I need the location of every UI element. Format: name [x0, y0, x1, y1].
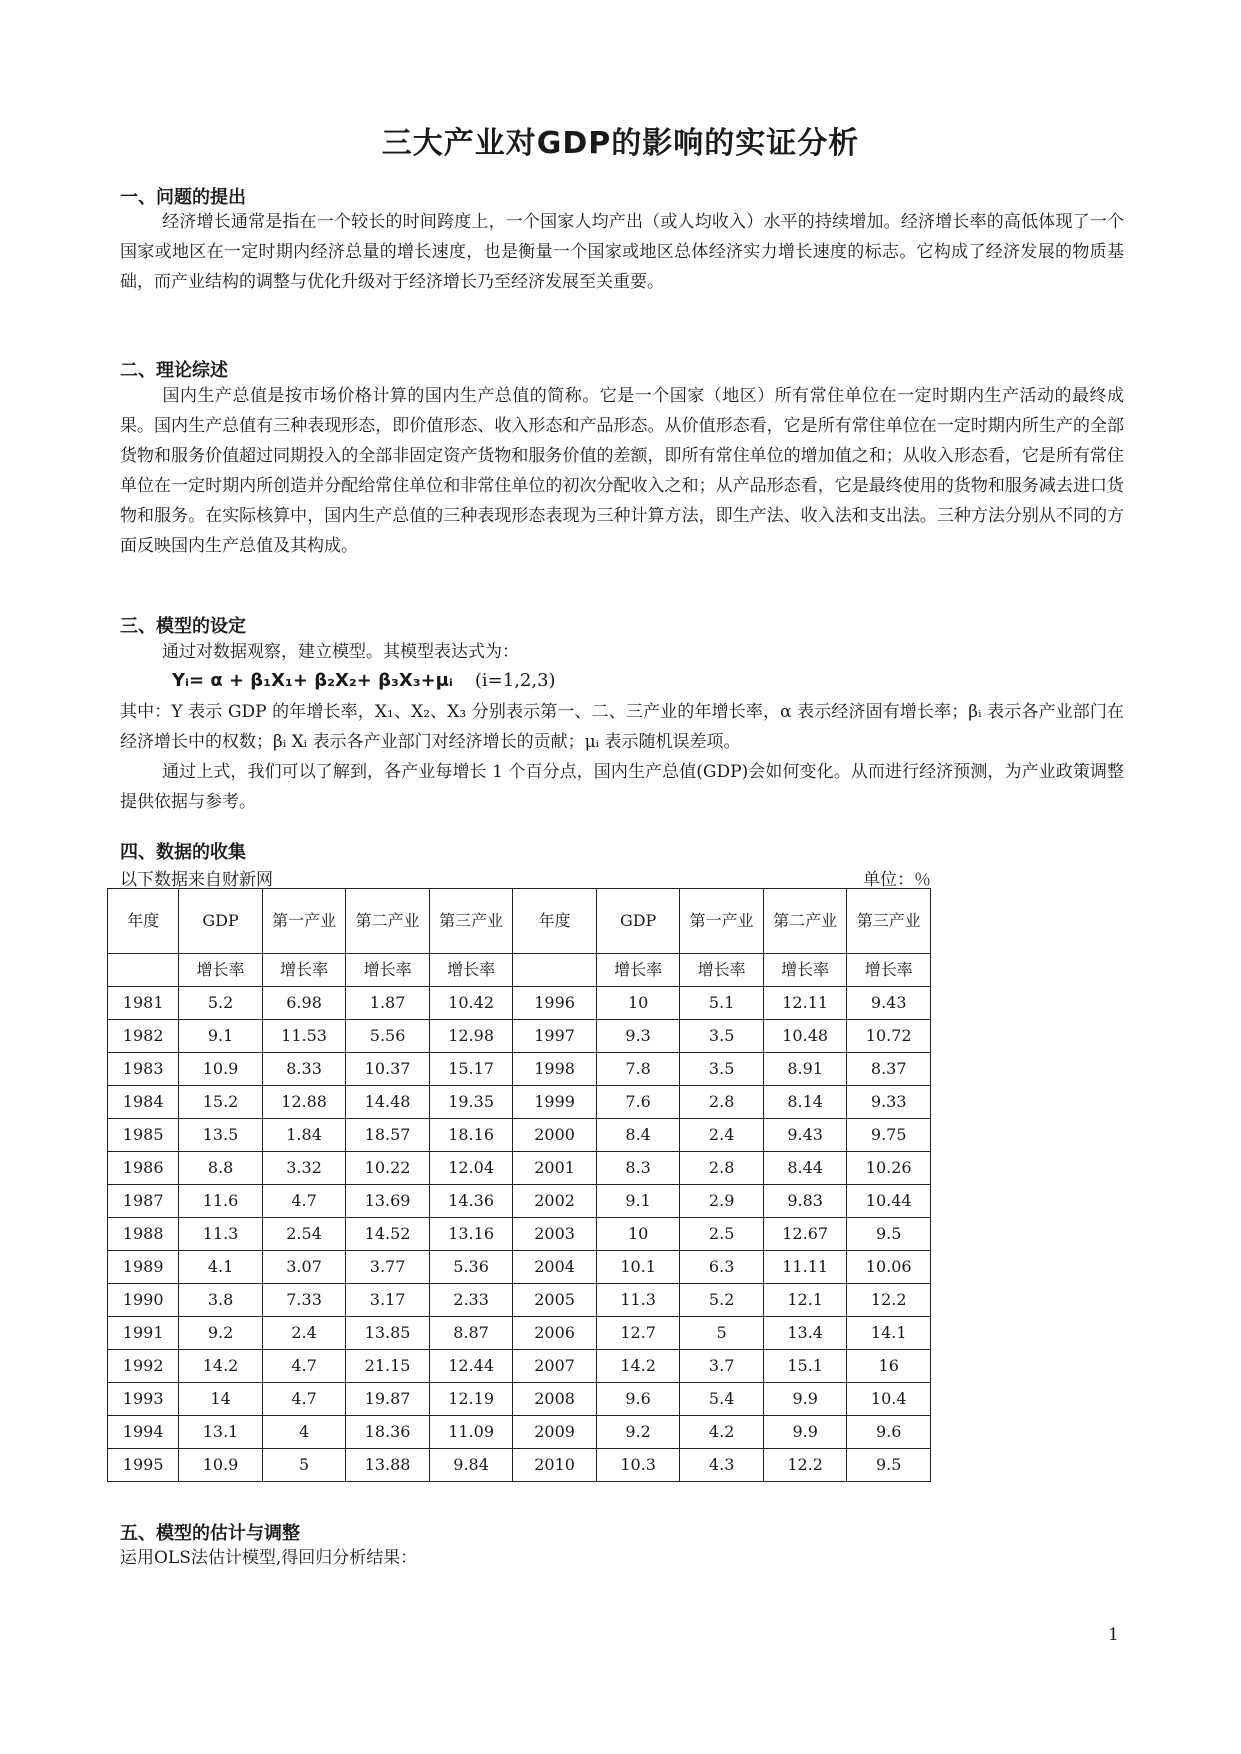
table-cell: 2.4 — [680, 1119, 764, 1152]
table-row — [108, 1383, 931, 1416]
table-cell: 12.04 — [429, 1152, 513, 1185]
table-cell: 15.1 — [763, 1350, 847, 1383]
table-cell: 8.14 — [763, 1086, 847, 1119]
table-cell: 10 — [596, 987, 680, 1020]
section-1-text: 经济增长通常是指在一个较长的时间跨度上，一个国家人均产出（或人均收入）水平的持续增加。经济增长率的高低体现了一个国家或地区在一定时期内经济总量的增长速度，也是衡量一个国家或地区总体经济实力增长速度的标志。它构成了经济发展的物质基础，而产业结构的调整与优化升级对于经济增长乃至经济发展至关重要。 — [120, 212, 1124, 292]
table-cell: 1981 — [108, 987, 179, 1020]
table-cell: 10.9 — [179, 1449, 263, 1482]
page-number: 1 — [1108, 1625, 1119, 1645]
table-cell: 12.88 — [262, 1086, 346, 1119]
section-heading-4: 四、数据的收集 — [120, 842, 246, 863]
table-cell: 10 — [596, 1218, 680, 1251]
table-subheader-cell: 增长率 — [596, 954, 680, 987]
table-cell: 8.8 — [179, 1152, 263, 1185]
table-cell: 2.33 — [429, 1284, 513, 1317]
table-cell: 9.5 — [847, 1218, 931, 1251]
table-cell: 8.37 — [847, 1053, 931, 1086]
table-cell: 3.07 — [262, 1251, 346, 1284]
table-row — [108, 1284, 931, 1317]
section-heading-1: 一、问题的提出 — [120, 187, 246, 208]
table-cell: 9.2 — [179, 1317, 263, 1350]
table-cell: 2007 — [513, 1350, 597, 1383]
table-cell: 3.8 — [179, 1284, 263, 1317]
table-cell: 9.6 — [596, 1383, 680, 1416]
table-cell: 14.1 — [847, 1317, 931, 1350]
table-cell: 2.54 — [262, 1218, 346, 1251]
section-heading-5: 五、模型的估计与调整 — [120, 1523, 300, 1544]
table-cell: 1.84 — [262, 1119, 346, 1152]
table-cell: 4.3 — [680, 1449, 764, 1482]
table-cell: 2009 — [513, 1416, 597, 1449]
table-cell: 13.5 — [179, 1119, 263, 1152]
table-cell: 9.83 — [763, 1185, 847, 1218]
table-cell: 12.44 — [429, 1350, 513, 1383]
table-header-cell: 第二产业 — [346, 889, 430, 954]
table-cell: 7.8 — [596, 1053, 680, 1086]
table-header-cell: 第一产业 — [262, 889, 346, 954]
table-subheader-row — [108, 954, 931, 987]
table-cell: 4.2 — [680, 1416, 764, 1449]
table-cell: 10.72 — [847, 1020, 931, 1053]
table-header-cell: GDP — [596, 889, 680, 954]
table-cell: 1990 — [108, 1284, 179, 1317]
table-subheader-cell: 增长率 — [346, 954, 430, 987]
section-3-conclusion — [120, 757, 1124, 817]
table-cell: 2010 — [513, 1449, 597, 1482]
table-cell: 10.26 — [847, 1152, 931, 1185]
table-cell: 2004 — [513, 1251, 597, 1284]
table-cell: 21.15 — [346, 1350, 430, 1383]
table-cell: 11.53 — [262, 1020, 346, 1053]
table-cell: 12.67 — [763, 1218, 847, 1251]
table-row — [108, 1119, 931, 1152]
table-row — [108, 1350, 931, 1383]
section-3-conclusion-text: 通过上式，我们可以了解到，各产业每增长 1 个百分点，国内生产总值(GDP)会如何变化。从而进行经济预测，为产业政策调整提供依据与参考。 — [120, 762, 1124, 812]
table-cell: 9.9 — [763, 1416, 847, 1449]
table-cell: 9.1 — [179, 1020, 263, 1053]
table-cell: 1996 — [513, 987, 597, 1020]
table-cell: 2005 — [513, 1284, 597, 1317]
table-cell: 3.32 — [262, 1152, 346, 1185]
table-cell: 9.6 — [847, 1416, 931, 1449]
table-cell: 5 — [680, 1317, 764, 1350]
table-cell: 10.3 — [596, 1449, 680, 1482]
table-cell: 1994 — [108, 1416, 179, 1449]
table-cell: 1985 — [108, 1119, 179, 1152]
section-1-paragraph — [120, 207, 1124, 297]
table-cell: 1986 — [108, 1152, 179, 1185]
table-cell: 2.8 — [680, 1152, 764, 1185]
section-2-text: 国内生产总值是按市场价格计算的国内生产总值的简称。它是一个国家（地区）所有常住单位在一定时期内生产活动的最终成果。国内生产总值有三种表现形态，即价值形态、收入形态和产品形态。从价值形态看，它是所有常住单位在一定时期内所生产的全部货物和服务价值超过同期投入的全部非固定资产货物和服务价值的差额，即所有常住单位的增加值之和；从收入形态看，它是所有常住单位在一定时期内所创造并分配给常住单位和非常住单位的初次分配收入之和；从产品形态看，它是最终使用的货物和服务减去进口货物和服务。在实际核算中，国内生产总值的三种表现形态表现为三种计算方法，即生产法、收入法和支出法。三种方法分别从不同的方面反映国内生产总值及其构成。 — [120, 386, 1124, 556]
table-cell: 8.33 — [262, 1053, 346, 1086]
table-cell: 1983 — [108, 1053, 179, 1086]
table-cell: 2002 — [513, 1185, 597, 1218]
table-cell: 9.43 — [763, 1119, 847, 1152]
table-subheader-cell — [513, 954, 597, 987]
table-cell: 11.11 — [763, 1251, 847, 1284]
table-cell: 12.98 — [429, 1020, 513, 1053]
table-cell: 1995 — [108, 1449, 179, 1482]
table-cell: 1997 — [513, 1020, 597, 1053]
table-cell: 9.3 — [596, 1020, 680, 1053]
section-heading-2: 二、理论综述 — [120, 360, 228, 381]
table-cell: 15.17 — [429, 1053, 513, 1086]
table-cell: 9.5 — [847, 1449, 931, 1482]
table-cell: 10.37 — [346, 1053, 430, 1086]
section-3-intro — [120, 637, 1124, 667]
table-cell: 15.2 — [179, 1086, 263, 1119]
table-cell: 1993 — [108, 1383, 179, 1416]
growth-rate-table — [107, 888, 931, 1482]
table-cell: 11.09 — [429, 1416, 513, 1449]
table-cell: 13.88 — [346, 1449, 430, 1482]
section-5-text: 运用OLS法估计模型,得回归分析结果： — [120, 1548, 418, 1568]
table-row — [108, 1416, 931, 1449]
table-cell: 2001 — [513, 1152, 597, 1185]
table-header-cell: 年度 — [108, 889, 179, 954]
table-cell: 3.5 — [680, 1020, 764, 1053]
table-cell: 13.1 — [179, 1416, 263, 1449]
table-row — [108, 1317, 931, 1350]
table-cell: 4.7 — [262, 1383, 346, 1416]
table-row — [108, 1251, 931, 1284]
section-heading-3: 三、模型的设定 — [120, 616, 246, 637]
table-cell: 5.2 — [179, 987, 263, 1020]
table-row — [108, 1449, 931, 1482]
table-cell: 19.87 — [346, 1383, 430, 1416]
table-cell: 1999 — [513, 1086, 597, 1119]
table-cell: 12.11 — [763, 987, 847, 1020]
table-cell: 14.36 — [429, 1185, 513, 1218]
table-cell: 6.3 — [680, 1251, 764, 1284]
table-cell: 1984 — [108, 1086, 179, 1119]
table-row — [108, 1185, 931, 1218]
table-row — [108, 1053, 931, 1086]
table-cell: 14.2 — [179, 1350, 263, 1383]
table-cell: 2.5 — [680, 1218, 764, 1251]
table-cell: 14.48 — [346, 1086, 430, 1119]
table-cell: 9.2 — [596, 1416, 680, 1449]
table-subheader-cell: 增长率 — [179, 954, 263, 987]
table-subheader-cell: 增长率 — [429, 954, 513, 987]
table-cell: 2000 — [513, 1119, 597, 1152]
table-cell: 1992 — [108, 1350, 179, 1383]
table-cell: 1989 — [108, 1251, 179, 1284]
table-cell: 4.1 — [179, 1251, 263, 1284]
table-cell: 13.4 — [763, 1317, 847, 1350]
section-2-paragraph — [120, 381, 1124, 561]
table-cell: 3.77 — [346, 1251, 430, 1284]
table-cell: 1988 — [108, 1218, 179, 1251]
table-cell: 9.1 — [596, 1185, 680, 1218]
table-cell: 14.2 — [596, 1350, 680, 1383]
table-cell: 9.33 — [847, 1086, 931, 1119]
table-cell: 10.42 — [429, 987, 513, 1020]
table-header-cell: 第二产业 — [763, 889, 847, 954]
table-row — [108, 987, 931, 1020]
table-cell: 13.16 — [429, 1218, 513, 1251]
table-subheader-cell: 增长率 — [847, 954, 931, 987]
table-cell: 12.2 — [847, 1284, 931, 1317]
table-cell: 4.7 — [262, 1185, 346, 1218]
table-cell: 7.6 — [596, 1086, 680, 1119]
table-header-cell: 第三产业 — [429, 889, 513, 954]
table-cell: 8.3 — [596, 1152, 680, 1185]
table-cell: 3.17 — [346, 1284, 430, 1317]
table-header-cell: 年度 — [513, 889, 597, 954]
table-cell: 1991 — [108, 1317, 179, 1350]
table-cell: 9.75 — [847, 1119, 931, 1152]
table-cell: 1987 — [108, 1185, 179, 1218]
table-cell: 6.98 — [262, 987, 346, 1020]
table-cell: 5.36 — [429, 1251, 513, 1284]
table-cell: 4 — [262, 1416, 346, 1449]
table-cell: 10.9 — [179, 1053, 263, 1086]
table-row — [108, 1218, 931, 1251]
table-cell: 7.33 — [262, 1284, 346, 1317]
table-cell: 3.5 — [680, 1053, 764, 1086]
table-cell: 11.3 — [179, 1218, 263, 1251]
table-cell: 9.84 — [429, 1449, 513, 1482]
table-row — [108, 1086, 931, 1119]
table-cell: 11.6 — [179, 1185, 263, 1218]
table-subheader-cell: 增长率 — [262, 954, 346, 987]
table-cell: 18.16 — [429, 1119, 513, 1152]
table-cell: 12.7 — [596, 1317, 680, 1350]
table-subheader-cell — [108, 954, 179, 987]
table-cell: 5.56 — [346, 1020, 430, 1053]
data-source-note: 以下数据来自财新网 — [120, 870, 273, 890]
table-cell: 1982 — [108, 1020, 179, 1053]
table-row — [108, 1020, 931, 1053]
table-cell: 10.48 — [763, 1020, 847, 1053]
table-header-cell: GDP — [179, 889, 263, 954]
table-cell: 9.9 — [763, 1383, 847, 1416]
table-cell: 18.57 — [346, 1119, 430, 1152]
table-header-cell: 第一产业 — [680, 889, 764, 954]
table-cell: 16 — [847, 1350, 931, 1383]
table-cell: 9.43 — [847, 987, 931, 1020]
table-header-cell: 第三产业 — [847, 889, 931, 954]
formula-expression: Yᵢ= α + β₁X₁+ β₂X₂+ β₃X₃+μᵢ — [172, 670, 453, 691]
table-cell: 2003 — [513, 1218, 597, 1251]
table-cell: 13.85 — [346, 1317, 430, 1350]
table-cell: 4.7 — [262, 1350, 346, 1383]
table-cell: 2.4 — [262, 1317, 346, 1350]
table-cell: 5.4 — [680, 1383, 764, 1416]
section-3-explain: 其中：Y 表示 GDP 的年增长率，X₁、X₂、X₃ 分别表示第一、二、三产业的年增长率，α 表示经济固有增长率；βᵢ 表示各产业部门在经济增长中的权数；βᵢ Xᵢ 表示各产业部门对经济增长的贡献；μᵢ 表示随机误差项。 — [120, 702, 1124, 752]
table-cell: 5.2 — [680, 1284, 764, 1317]
table-cell: 8.91 — [763, 1053, 847, 1086]
table-cell: 10.44 — [847, 1185, 931, 1218]
table-cell: 14.52 — [346, 1218, 430, 1251]
table-cell: 10.4 — [847, 1383, 931, 1416]
table-cell: 1.87 — [346, 987, 430, 1020]
formula-range: (i=1,2,3) — [474, 670, 556, 691]
table-subheader-cell: 增长率 — [680, 954, 764, 987]
table-cell: 12.19 — [429, 1383, 513, 1416]
table-cell: 2008 — [513, 1383, 597, 1416]
table-cell: 10.1 — [596, 1251, 680, 1284]
table-cell: 12.2 — [763, 1449, 847, 1482]
table-cell: 14 — [179, 1383, 263, 1416]
table-cell: 2006 — [513, 1317, 597, 1350]
document-title: 三大产业对GDP的影响的实证分析 — [381, 126, 860, 161]
table-cell: 5.1 — [680, 987, 764, 1020]
table-cell: 1998 — [513, 1053, 597, 1086]
table-cell: 19.35 — [429, 1086, 513, 1119]
unit-note: 单位：％ — [863, 870, 931, 890]
table-cell: 10.06 — [847, 1251, 931, 1284]
model-formula — [172, 670, 556, 691]
table-cell: 12.1 — [763, 1284, 847, 1317]
table-cell: 10.22 — [346, 1152, 430, 1185]
table-cell: 8.4 — [596, 1119, 680, 1152]
table-row — [108, 1152, 931, 1185]
table-cell: 8.87 — [429, 1317, 513, 1350]
section-3-intro-text: 通过对数据观察，建立模型。其模型表达式为： — [162, 642, 519, 662]
table-subheader-cell: 增长率 — [763, 954, 847, 987]
table-header-row — [108, 889, 931, 954]
table-cell: 2.9 — [680, 1185, 764, 1218]
table-cell: 5 — [262, 1449, 346, 1482]
table-cell: 3.7 — [680, 1350, 764, 1383]
table-cell: 18.36 — [346, 1416, 430, 1449]
table-cell: 11.3 — [596, 1284, 680, 1317]
table-cell: 8.44 — [763, 1152, 847, 1185]
table-cell: 2.8 — [680, 1086, 764, 1119]
table-cell: 13.69 — [346, 1185, 430, 1218]
table-caption — [120, 865, 931, 890]
